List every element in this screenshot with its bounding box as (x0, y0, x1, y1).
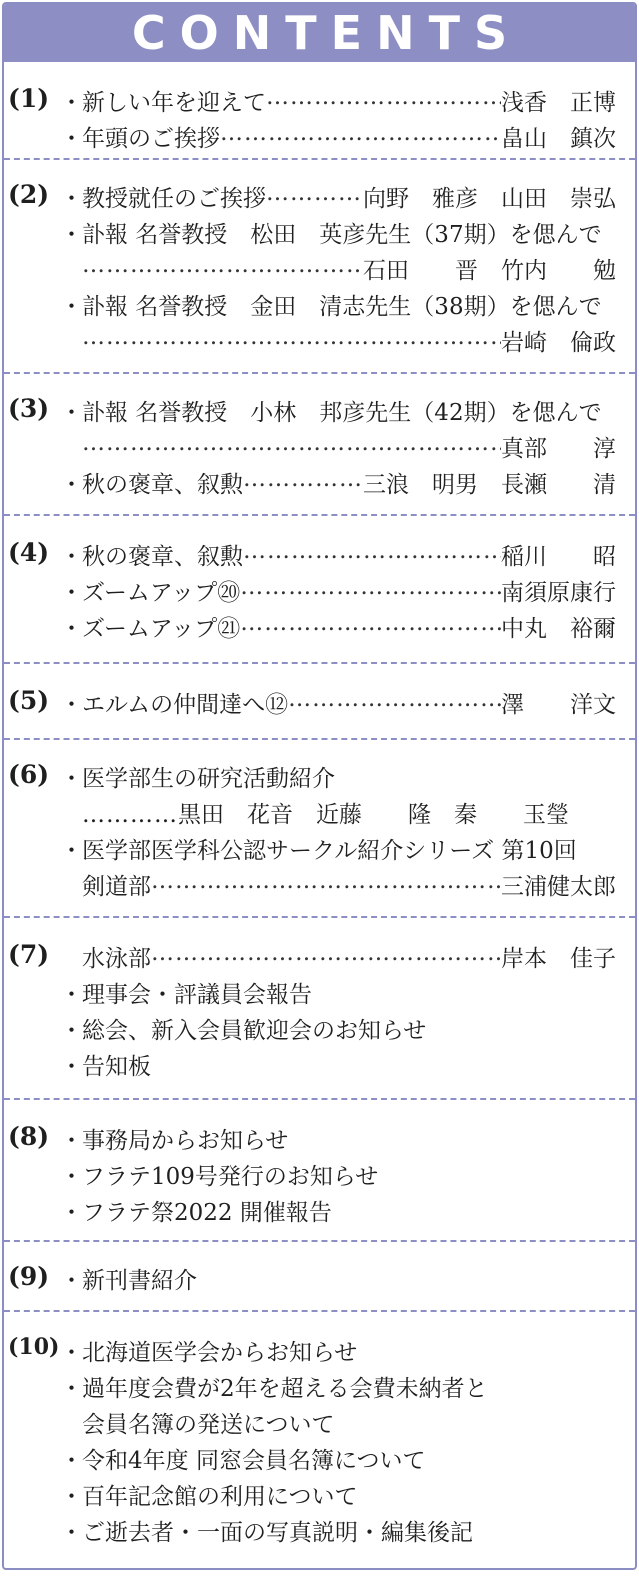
contents-panel (2, 2, 637, 1570)
toc-entry: ・訃報 名誉教授 小林 邦彦先生（42期）を偲んで (60, 400, 602, 426)
toc-entry: ・ 年頭のご挨拶 …………………………………………………………………………………………………………………… 畠山 鎮次 (60, 120, 616, 153)
toc-entry: ・ご逝去者・一面の写真説明・編集後記 (60, 1520, 473, 1546)
toc-entry-continuation: …………黒田 花音 近藤 隆 秦 玉瑩 (82, 802, 569, 828)
entry-subtitle: 会員名簿の発送について (82, 1412, 335, 1438)
toc-entry: ・新刊書紹介 (60, 1268, 197, 1294)
toc-entry: ・告知板 (60, 1054, 151, 1080)
entry-title: 訃報 名誉教授 松田 英彦先生（37期）を偲んで (82, 222, 602, 248)
toc-entry-continuation (82, 1406, 616, 1439)
entry-author: 南須原康行 (501, 580, 616, 606)
entry-author: 石田 晋 竹内 勉 (363, 258, 616, 284)
toc-entry: ・ ズームアップ⑳ …………………………………………………………………………………………………………………… 南須原康行 (60, 574, 616, 607)
toc-entry: ・百年記念館の利用について (60, 1484, 358, 1510)
entry-title: 新刊書紹介 (82, 1268, 197, 1294)
entry-title: 事務局からお知らせ (82, 1128, 289, 1154)
entry-title: 教授就任のご挨拶 (82, 186, 266, 212)
toc-entry: ・ 教授就任のご挨拶 …………………………………………………………………………………………………………………… 向野 雅彦 山田 崇弘 (60, 180, 616, 213)
contents-header (4, 4, 635, 62)
entry-author: 中丸 裕爾 (501, 616, 616, 642)
toc-entry-continuation (82, 430, 616, 463)
toc-entry-continuation (82, 324, 616, 357)
entry-author: 三浦健太郎 (501, 874, 616, 900)
section-number: (7) (8, 940, 50, 969)
toc-entry: ・令和4年度 同窓会員名簿について (60, 1448, 426, 1474)
entry-title: ズームアップ⑳ (82, 580, 241, 606)
toc-entry: ・医学部医学科公認サークル紹介シリーズ 第10回 (60, 838, 577, 864)
section-number: (6) (8, 760, 50, 789)
entry-author: 真部 淳 (501, 436, 616, 462)
toc-entry: ・事務局からお知らせ (60, 1128, 289, 1154)
section-1 (4, 62, 635, 160)
toc-entry: ・訃報 名誉教授 松田 英彦先生（37期）を偲んで (60, 222, 602, 248)
entry-title: 百年記念館の利用について (82, 1484, 358, 1510)
contents-title: CONTENTS (131, 6, 522, 60)
entry-title: 秋の褒章、叙勲 (82, 544, 243, 570)
entry-author: 畠山 鎮次 (501, 126, 616, 152)
entry-author: 向野 雅彦 山田 崇弘 (363, 186, 616, 212)
entry-author: 岩崎 倫政 (501, 330, 616, 356)
entry-title: フラテ109号発行のお知らせ (82, 1164, 379, 1190)
entry-title: 水泳部 (82, 946, 151, 972)
section-4 (4, 516, 635, 664)
toc-entry: ・理事会・評議員会報告 (60, 982, 312, 1008)
toc-entry: ・フラテ109号発行のお知らせ (60, 1164, 379, 1190)
section-number: (4) (8, 538, 50, 567)
entry-title: 過年度会費が2年を超える会費未納者と (82, 1376, 488, 1402)
entry-title: 秋の褒章、叙勲 (82, 472, 243, 498)
section-number: (9) (8, 1262, 50, 1291)
entry-title: 訃報 名誉教授 小林 邦彦先生（42期）を偲んで (82, 400, 602, 426)
entry-title: フラテ祭2022 開催報告 (82, 1200, 332, 1226)
entry-title: 医学部医学科公認サークル紹介シリーズ 第10回 (82, 838, 577, 864)
section-number: (8) (8, 1122, 50, 1151)
section-number: (3) (8, 394, 50, 423)
entry-subtitle: 剣道部 (82, 874, 151, 900)
entry-author: 岸本 佳子 (501, 946, 616, 972)
entry-title: 医学部生の研究活動紹介 (82, 766, 335, 792)
entry-title: エルムの仲間達へ⑫ (82, 692, 289, 718)
toc-entry: ・ 秋の褒章、叙勲 …………………………………………………………………………………………………………………… 稲川 昭 (60, 538, 616, 571)
entry-title: 年頭のご挨拶 (82, 126, 220, 152)
toc-entry: ・訃報 名誉教授 金田 清志先生（38期）を偲んで (60, 294, 602, 320)
section-6 (4, 740, 635, 918)
entry-author: 浅香 正博 (501, 90, 616, 116)
section-number: (5) (8, 686, 50, 715)
section-number: (10) (8, 1334, 60, 1360)
section-2 (4, 160, 635, 374)
entry-author: 三浪 明男 長瀬 清 (363, 472, 616, 498)
toc-entry: ・医学部生の研究活動紹介 (60, 766, 335, 792)
section-10 (4, 1312, 635, 1546)
entry-title: 訃報 名誉教授 金田 清志先生（38期）を偲んで (82, 294, 602, 320)
entry-title: ご逝去者・一面の写真説明・編集後記 (82, 1520, 473, 1546)
entry-title: 令和4年度 同窓会員名簿について (82, 1448, 426, 1474)
toc-entry: ・ エルムの仲間達へ⑫ …………………………………………………………………………………………………………………… 澤 洋文 (60, 686, 616, 719)
toc-entry: ・ ズームアップ㉑ …………………………………………………………………………………………………………………… 中丸 裕爾 (60, 610, 616, 643)
section-5 (4, 664, 635, 740)
entry-title: 告知板 (82, 1054, 151, 1080)
entry-title: 理事会・評議員会報告 (82, 982, 312, 1008)
toc-entry: ・総会、新入会員歓迎会のお知らせ (60, 1018, 427, 1044)
entry-author: 黒田 花音 近藤 隆 秦 玉瑩 (178, 802, 569, 828)
toc-entry: ・過年度会費が2年を超える会費未納者と (60, 1376, 488, 1402)
toc-entry-continuation (82, 252, 616, 285)
section-number: (1) (8, 84, 50, 113)
entry-title: 新しい年を迎えて (82, 90, 266, 116)
entry-title: 北海道医学会からお知らせ (82, 1340, 358, 1366)
toc-entry: ・ 新しい年を迎えて …………………………………………………………………………………………………………………… 浅香 正博 (60, 84, 616, 117)
section-8 (4, 1100, 635, 1242)
toc-entry-continuation (82, 868, 616, 901)
section-number: (2) (8, 180, 50, 209)
toc-entry: ・フラテ祭2022 開催報告 (60, 1200, 332, 1226)
section-7 (4, 918, 635, 1100)
section-3 (4, 374, 635, 516)
toc-entry: ・ 秋の褒章、叙勲 …………………………………………………………………………………………………………………… 三浪 明男 長瀬 清 (60, 466, 616, 499)
toc-entry: ・北海道医学会からお知らせ (60, 1340, 358, 1366)
section-9 (4, 1242, 635, 1312)
entry-title: 総会、新入会員歓迎会のお知らせ (82, 1018, 427, 1044)
entry-author: 澤 洋文 (501, 692, 616, 718)
entry-author: 稲川 昭 (501, 544, 616, 570)
toc-entry (82, 940, 616, 973)
entry-title: ズームアップ㉑ (82, 616, 241, 642)
